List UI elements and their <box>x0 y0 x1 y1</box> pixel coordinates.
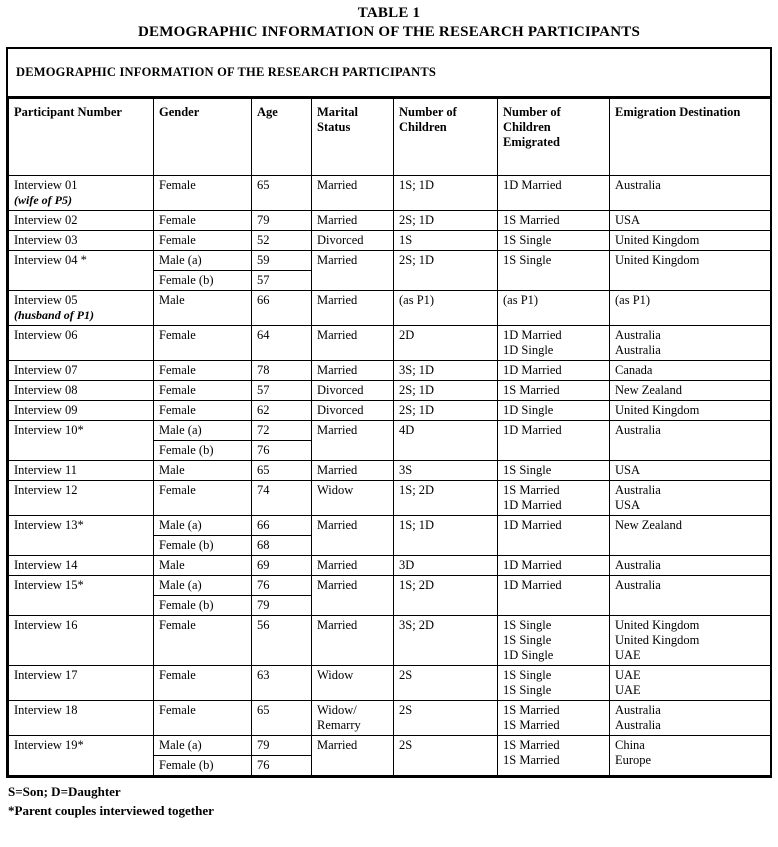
demographic-table <box>8 98 771 776</box>
cell-age: 63 <box>252 666 312 701</box>
cell-emigration-destination: Australia <box>610 421 771 461</box>
table-caption: DEMOGRAPHIC INFORMATION OF THE RESEARCH PARTICIPANTS <box>8 49 770 98</box>
cell-participant-number: Interview 16 <box>9 616 154 666</box>
cell-gender: Female <box>154 176 252 211</box>
cell-gender: Male <box>154 556 252 576</box>
cell-participant-number: Interview 02 <box>9 211 154 231</box>
cell-participant-number: Interview 17 <box>9 666 154 701</box>
cell-emigration-destination: United Kingdom <box>610 231 771 251</box>
column-header-number-of-children: Number of Children <box>394 99 498 176</box>
cell-emigration-destination: Australia <box>610 176 771 211</box>
cell-gender: Female <box>154 616 252 666</box>
cell-emigration-destination: Australia USA <box>610 481 771 516</box>
cell-gender: Female (b) <box>154 271 252 291</box>
cell-participant-number: Interview 13* <box>9 516 154 556</box>
cell-emigration-destination: USA <box>610 211 771 231</box>
cell-number-of-children: 2S; 1D <box>394 381 498 401</box>
cell-participant-number: Interview 14 <box>9 556 154 576</box>
column-header-age: Age <box>252 99 312 176</box>
cell-children-emigrated: 1S Single <box>498 251 610 291</box>
cell-emigration-destination: United Kingdom United Kingdom UAE <box>610 616 771 666</box>
cell-children-emigrated: (as P1) <box>498 291 610 326</box>
cell-number-of-children: 2S; 1D <box>394 211 498 231</box>
cell-emigration-destination: Canada <box>610 361 771 381</box>
cell-children-emigrated: 1S Single 1S Single <box>498 666 610 701</box>
table-row <box>9 576 771 596</box>
cell-children-emigrated: 1S Married <box>498 211 610 231</box>
cell-number-of-children: 2S; 1D <box>394 401 498 421</box>
column-header-participant-number: Participant Number <box>9 99 154 176</box>
cell-participant-number: Interview 19* <box>9 736 154 776</box>
cell-gender: Male (a) <box>154 576 252 596</box>
cell-number-of-children: 1S; 1D <box>394 516 498 556</box>
cell-participant-number: Interview 07 <box>9 361 154 381</box>
cell-marital-status: Married <box>312 516 394 556</box>
cell-emigration-destination: Australia <box>610 576 771 616</box>
cell-marital-status: Married <box>312 576 394 616</box>
cell-number-of-children: 2S <box>394 701 498 736</box>
cell-marital-status: Divorced <box>312 381 394 401</box>
cell-children-emigrated: 1D Married <box>498 556 610 576</box>
cell-children-emigrated: 1S Single 1S Single 1D Single <box>498 616 610 666</box>
cell-children-emigrated: 1S Married <box>498 381 610 401</box>
cell-participant-number: Interview 18 <box>9 701 154 736</box>
table-row <box>9 251 771 271</box>
table-title-line2: DEMOGRAPHIC INFORMATION OF THE RESEARCH PARTICIPANTS <box>138 24 640 40</box>
cell-marital-status: Widow/ Remarry <box>312 701 394 736</box>
cell-number-of-children: 2S; 1D <box>394 251 498 291</box>
table-container <box>6 47 772 778</box>
cell-children-emigrated: 1D Married <box>498 176 610 211</box>
table-row <box>9 231 771 251</box>
cell-emigration-destination: UAE UAE <box>610 666 771 701</box>
cell-age: 57 <box>252 271 312 291</box>
cell-gender: Female <box>154 231 252 251</box>
cell-age: 79 <box>252 736 312 756</box>
cell-age: 66 <box>252 291 312 326</box>
cell-number-of-children: 2S <box>394 736 498 776</box>
cell-age: 66 <box>252 516 312 536</box>
column-header-emigration-destination: Emigration Destination <box>610 99 771 176</box>
cell-age: 79 <box>252 596 312 616</box>
table-title <box>6 4 772 42</box>
cell-gender: Female <box>154 401 252 421</box>
cell-emigration-destination: United Kingdom <box>610 401 771 421</box>
cell-gender: Male (a) <box>154 516 252 536</box>
cell-age: 65 <box>252 176 312 211</box>
cell-marital-status: Married <box>312 556 394 576</box>
cell-emigration-destination: (as P1) <box>610 291 771 326</box>
cell-age: 72 <box>252 421 312 441</box>
column-header-marital-status: Marital Status <box>312 99 394 176</box>
cell-age: 69 <box>252 556 312 576</box>
cell-gender: Male (a) <box>154 251 252 271</box>
cell-number-of-children: 1S; 1D <box>394 176 498 211</box>
footnote-legend: S=Son; D=Daughter <box>8 784 121 799</box>
cell-participant-number: Interview 11 <box>9 461 154 481</box>
cell-age: 64 <box>252 326 312 361</box>
cell-participant-number: Interview 12 <box>9 481 154 516</box>
table-header <box>9 99 771 176</box>
table-row <box>9 421 771 441</box>
cell-age: 62 <box>252 401 312 421</box>
table-row <box>9 736 771 756</box>
cell-emigration-destination: United Kingdom <box>610 251 771 291</box>
table-row <box>9 516 771 536</box>
cell-age: 65 <box>252 461 312 481</box>
table-row <box>9 326 771 361</box>
cell-emigration-destination: USA <box>610 461 771 481</box>
cell-children-emigrated: 1S Married 1S Married <box>498 736 610 776</box>
cell-age: 57 <box>252 381 312 401</box>
cell-marital-status: Married <box>312 291 394 326</box>
cell-marital-status: Married <box>312 251 394 291</box>
cell-children-emigrated: 1S Married 1D Married <box>498 481 610 516</box>
cell-age: 78 <box>252 361 312 381</box>
cell-children-emigrated: 1D Married <box>498 516 610 556</box>
cell-gender: Female (b) <box>154 596 252 616</box>
cell-children-emigrated: 1D Married <box>498 421 610 461</box>
cell-number-of-children: 3D <box>394 556 498 576</box>
cell-number-of-children: 2D <box>394 326 498 361</box>
cell-gender: Female <box>154 666 252 701</box>
cell-marital-status: Married <box>312 736 394 776</box>
table-row <box>9 401 771 421</box>
column-header-children-emigrated: Number of Children Emigrated <box>498 99 610 176</box>
cell-age: 68 <box>252 536 312 556</box>
cell-gender: Male <box>154 291 252 326</box>
table-row <box>9 666 771 701</box>
cell-participant-number: Interview 10* <box>9 421 154 461</box>
cell-age: 59 <box>252 251 312 271</box>
cell-participant-number: Interview 05 (husband of P1) <box>9 291 154 326</box>
table-row <box>9 616 771 666</box>
cell-marital-status: Married <box>312 421 394 461</box>
cell-age: 56 <box>252 616 312 666</box>
cell-participant-number: Interview 15* <box>9 576 154 616</box>
cell-number-of-children: 2S <box>394 666 498 701</box>
table-row <box>9 291 771 326</box>
cell-children-emigrated: 1S Married 1S Married <box>498 701 610 736</box>
cell-participant-number: Interview 03 <box>9 231 154 251</box>
cell-marital-status: Widow <box>312 666 394 701</box>
cell-number-of-children: 1S <box>394 231 498 251</box>
participant-sublabel: (husband of P1) <box>14 308 95 322</box>
table-row <box>9 211 771 231</box>
cell-age: 76 <box>252 441 312 461</box>
cell-gender: Female <box>154 481 252 516</box>
cell-participant-number: Interview 09 <box>9 401 154 421</box>
cell-number-of-children: 1S; 2D <box>394 481 498 516</box>
cell-age: 76 <box>252 576 312 596</box>
cell-age: 79 <box>252 211 312 231</box>
cell-emigration-destination: New Zealand <box>610 381 771 401</box>
cell-age: 65 <box>252 701 312 736</box>
cell-participant-number: Interview 08 <box>9 381 154 401</box>
cell-gender: Female <box>154 211 252 231</box>
cell-participant-number: Interview 01 (wife of P5) <box>9 176 154 211</box>
cell-marital-status: Widow <box>312 481 394 516</box>
cell-marital-status: Divorced <box>312 231 394 251</box>
cell-marital-status: Married <box>312 326 394 361</box>
cell-children-emigrated: 1D Single <box>498 401 610 421</box>
cell-gender: Female (b) <box>154 536 252 556</box>
cell-age: 52 <box>252 231 312 251</box>
cell-gender: Female (b) <box>154 756 252 776</box>
cell-gender: Female <box>154 701 252 736</box>
cell-gender: Male (a) <box>154 421 252 441</box>
cell-number-of-children: 3S; 2D <box>394 616 498 666</box>
cell-gender: Female (b) <box>154 441 252 461</box>
cell-emigration-destination: New Zealand <box>610 516 771 556</box>
column-header-gender: Gender <box>154 99 252 176</box>
table-title-line1: TABLE 1 <box>357 5 421 21</box>
cell-number-of-children: 1S; 2D <box>394 576 498 616</box>
table-row <box>9 701 771 736</box>
cell-gender: Female <box>154 381 252 401</box>
table-footnotes <box>6 782 772 820</box>
cell-gender: Female <box>154 361 252 381</box>
table-header-row <box>9 99 771 176</box>
cell-marital-status: Married <box>312 461 394 481</box>
cell-number-of-children: (as P1) <box>394 291 498 326</box>
table-row <box>9 556 771 576</box>
table-body <box>9 176 771 776</box>
cell-marital-status: Married <box>312 616 394 666</box>
cell-number-of-children: 3S <box>394 461 498 481</box>
cell-children-emigrated: 1D Married <box>498 576 610 616</box>
table-row <box>9 481 771 516</box>
cell-marital-status: Divorced <box>312 401 394 421</box>
participant-sublabel: (wife of P5) <box>14 193 72 207</box>
cell-age: 76 <box>252 756 312 776</box>
cell-children-emigrated: 1S Single <box>498 231 610 251</box>
table-row <box>9 361 771 381</box>
cell-children-emigrated: 1D Married <box>498 361 610 381</box>
footnote-couples: *Parent couples interviewed together <box>8 803 214 818</box>
cell-age: 74 <box>252 481 312 516</box>
cell-emigration-destination: Australia Australia <box>610 326 771 361</box>
cell-number-of-children: 4D <box>394 421 498 461</box>
cell-children-emigrated: 1S Single <box>498 461 610 481</box>
cell-marital-status: Married <box>312 211 394 231</box>
table-row <box>9 381 771 401</box>
cell-number-of-children: 3S; 1D <box>394 361 498 381</box>
cell-emigration-destination: China Europe <box>610 736 771 776</box>
cell-marital-status: Married <box>312 361 394 381</box>
cell-gender: Male (a) <box>154 736 252 756</box>
cell-participant-number: Interview 04 * <box>9 251 154 291</box>
cell-gender: Female <box>154 326 252 361</box>
cell-participant-number: Interview 06 <box>9 326 154 361</box>
cell-children-emigrated: 1D Married 1D Single <box>498 326 610 361</box>
cell-emigration-destination: Australia <box>610 556 771 576</box>
cell-gender: Male <box>154 461 252 481</box>
cell-emigration-destination: Australia Australia <box>610 701 771 736</box>
table-row <box>9 461 771 481</box>
table-row <box>9 176 771 211</box>
cell-marital-status: Married <box>312 176 394 211</box>
